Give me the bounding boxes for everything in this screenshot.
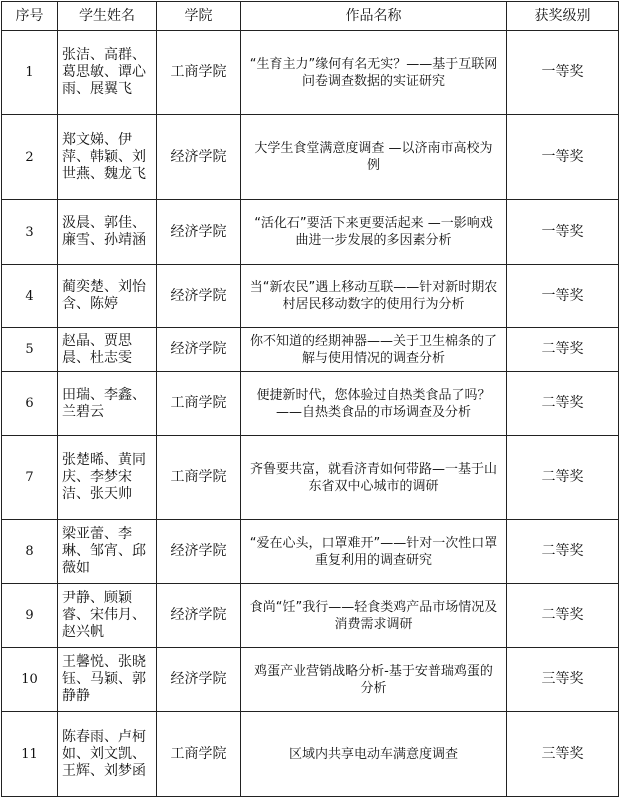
awards-table xyxy=(1,1,619,797)
student-names: 陈春雨、卢柯如、刘文凯、王辉、刘梦函 xyxy=(58,712,157,797)
college-name: 工商学院 xyxy=(157,372,241,436)
college-name: 经济学院 xyxy=(157,115,241,200)
award-level: 三等奖 xyxy=(507,712,619,797)
header-names: 学生姓名 xyxy=(58,2,157,31)
student-names: 田瑞、李鑫、兰碧云 xyxy=(58,372,157,436)
award-level: 三等奖 xyxy=(507,648,619,712)
table-row xyxy=(2,265,619,328)
work-title: 当“新农民”遇上移动互联——针对新时期农村居民移动数字的使用行为分析 xyxy=(241,265,507,328)
row-index: 9 xyxy=(2,584,58,648)
table-row xyxy=(2,200,619,265)
table-row xyxy=(2,712,619,797)
work-title: “爱在心头，口罩难开”——针对一次性口罩重复利用的调查研究 xyxy=(241,520,507,584)
award-level: 一等奖 xyxy=(507,265,619,328)
student-names: 汲晨、郭佳、廉雪、孙靖涵 xyxy=(58,200,157,265)
award-level: 二等奖 xyxy=(507,520,619,584)
college-name: 工商学院 xyxy=(157,712,241,797)
table-row xyxy=(2,328,619,372)
row-index: 3 xyxy=(2,200,58,265)
row-index: 10 xyxy=(2,648,58,712)
work-title: “活化石”要活下来更要活起来 —一影响戏曲进一步发展的多因素分析 xyxy=(241,200,507,265)
row-index: 7 xyxy=(2,436,58,520)
award-level: 二等奖 xyxy=(507,372,619,436)
award-level: 一等奖 xyxy=(507,31,619,115)
row-index: 11 xyxy=(2,712,58,797)
table-row xyxy=(2,584,619,648)
header-college: 学院 xyxy=(157,2,241,31)
award-level: 二等奖 xyxy=(507,328,619,372)
table-row xyxy=(2,115,619,200)
work-title: 区域内共享电动车满意度调查 xyxy=(241,712,507,797)
table-row xyxy=(2,436,619,520)
row-index: 5 xyxy=(2,328,58,372)
award-level: 二等奖 xyxy=(507,584,619,648)
college-name: 经济学院 xyxy=(157,265,241,328)
table-row xyxy=(2,520,619,584)
work-title: 大学生食堂满意度调查 —以济南市高校为例 xyxy=(241,115,507,200)
header-work: 作品名称 xyxy=(241,2,507,31)
student-names: 蔺奕楚、刘怡含、陈婷 xyxy=(58,265,157,328)
award-level: 一等奖 xyxy=(507,200,619,265)
student-names: 张洁、高群、葛思敏、谭心雨、展翼飞 xyxy=(58,31,157,115)
header-award: 获奖级别 xyxy=(507,2,619,31)
table-row xyxy=(2,31,619,115)
student-names: 尹静、顾颖睿、宋伟月、赵兴帆 xyxy=(58,584,157,648)
college-name: 经济学院 xyxy=(157,200,241,265)
college-name: 工商学院 xyxy=(157,31,241,115)
work-title: “生育主力”缘何有名无实？——基于互联网问卷调查数据的实证研究 xyxy=(241,31,507,115)
college-name: 经济学院 xyxy=(157,648,241,712)
row-index: 6 xyxy=(2,372,58,436)
table-row xyxy=(2,648,619,712)
college-name: 工商学院 xyxy=(157,436,241,520)
student-names: 梁亚蕾、李琳、邹宵、邱薇如 xyxy=(58,520,157,584)
student-names: 郑文娣、伊萍、韩颖、刘世燕、魏龙飞 xyxy=(58,115,157,200)
college-name: 经济学院 xyxy=(157,328,241,372)
work-title: 食尚“饪”我行——轻食类鸡产品市场情况及消费需求调研 xyxy=(241,584,507,648)
row-index: 2 xyxy=(2,115,58,200)
row-index: 1 xyxy=(2,31,58,115)
college-name: 经济学院 xyxy=(157,520,241,584)
award-level: 二等奖 xyxy=(507,436,619,520)
header-row xyxy=(2,2,619,31)
work-title: 便捷新时代，您体验过自热类食品了吗？——自热类食品的市场调查及分析 xyxy=(241,372,507,436)
work-title: 你不知道的经期神器——关于卫生棉条的了解与使用情况的调查分析 xyxy=(241,328,507,372)
row-index: 4 xyxy=(2,265,58,328)
row-index: 8 xyxy=(2,520,58,584)
header-index: 序号 xyxy=(2,2,58,31)
student-names: 王馨悦、张晓钰、马颖、郭静静 xyxy=(58,648,157,712)
student-names: 张楚晞、黄同庆、李梦宋洁、张天帅 xyxy=(58,436,157,520)
work-title: 齐鲁要共富，就看济青如何带路—一基于山东省双中心城市的调研 xyxy=(241,436,507,520)
student-names: 赵晶、贾思晨、杜志雯 xyxy=(58,328,157,372)
work-title: 鸡蛋产业营销战略分析-基于安普瑞鸡蛋的分析 xyxy=(241,648,507,712)
award-level: 一等奖 xyxy=(507,115,619,200)
college-name: 经济学院 xyxy=(157,584,241,648)
table-row xyxy=(2,372,619,436)
